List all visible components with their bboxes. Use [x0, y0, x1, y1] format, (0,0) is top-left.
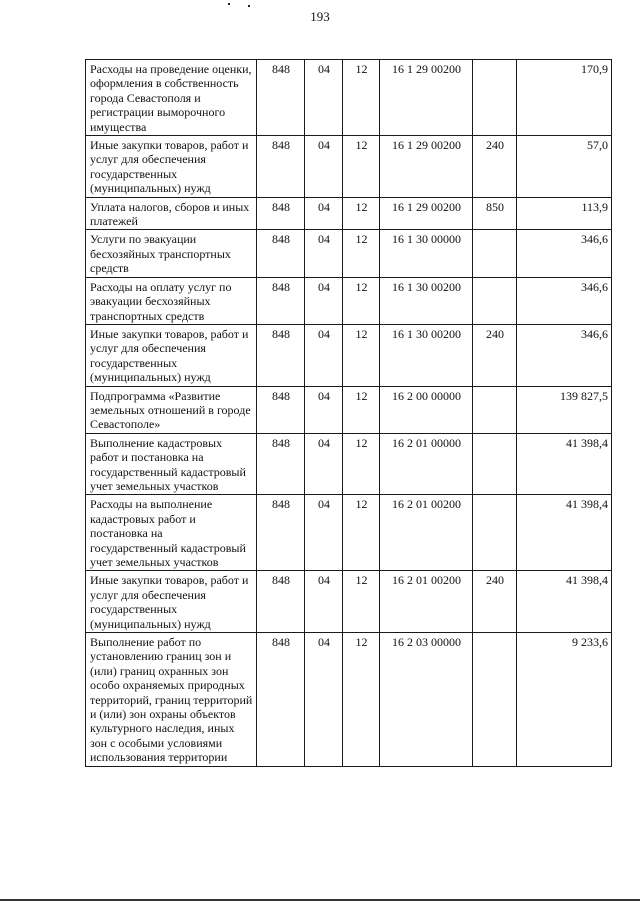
subsection-code-cell: 12 [343, 571, 380, 633]
section-code-cell: 04 [305, 324, 343, 386]
expense-type-cell: 240 [473, 324, 517, 386]
ministry-code-cell: 848 [257, 324, 305, 386]
ministry-code-cell: 848 [257, 571, 305, 633]
budget-table [85, 59, 612, 767]
expense-type-cell: 850 [473, 197, 517, 230]
subsection-code-cell: 12 [343, 433, 380, 495]
table-row [86, 230, 612, 277]
expense-type-cell: 240 [473, 571, 517, 633]
section-code-cell: 04 [305, 633, 343, 767]
table-row [86, 197, 612, 230]
page-number: 193 [310, 9, 330, 24]
table-row [86, 633, 612, 767]
section-code-cell: 04 [305, 277, 343, 324]
section-code-cell: 04 [305, 571, 343, 633]
ministry-code-cell: 848 [257, 386, 305, 433]
expense-type-cell [473, 386, 517, 433]
ministry-code-cell: 848 [257, 433, 305, 495]
table-row [86, 277, 612, 324]
subsection-code-cell: 12 [343, 136, 380, 198]
section-code-cell: 04 [305, 60, 343, 136]
target-article-cell: 16 1 30 00200 [380, 324, 473, 386]
subsection-code-cell: 12 [343, 324, 380, 386]
expense-type-cell [473, 277, 517, 324]
subsection-code-cell: 12 [343, 230, 380, 277]
amount-cell: 113,9 [517, 197, 612, 230]
ministry-code-cell: 848 [257, 136, 305, 198]
amount-cell: 346,6 [517, 324, 612, 386]
amount-cell: 139 827,5 [517, 386, 612, 433]
subsection-code-cell: 12 [343, 60, 380, 136]
expense-type-cell [473, 230, 517, 277]
table-row [86, 386, 612, 433]
ministry-code-cell: 848 [257, 495, 305, 571]
expense-name-cell: Выполнение работ по установлению границ зон и (или) границ охранных зон особо охраняемых природных территорий, границ территорий и (или) зон охраны объектов культурного наследия, иных зон с особыми условиями использования территории [86, 633, 257, 767]
section-code-cell: 04 [305, 136, 343, 198]
target-article-cell: 16 1 30 00200 [380, 277, 473, 324]
ministry-code-cell: 848 [257, 60, 305, 136]
subsection-code-cell: 12 [343, 277, 380, 324]
target-article-cell: 16 2 00 00000 [380, 386, 473, 433]
expense-name-cell: Расходы на выполнение кадастровых работ и постановка на государственный кадастровый учет земельных участков [86, 495, 257, 571]
section-code-cell: 04 [305, 230, 343, 277]
table-row [86, 433, 612, 495]
expense-name-cell: Иные закупки товаров, работ и услуг для обеспечения государственных (муниципальных) нужд [86, 136, 257, 198]
amount-cell: 170,9 [517, 60, 612, 136]
expense-type-cell [473, 433, 517, 495]
target-article-cell: 16 1 29 00200 [380, 197, 473, 230]
expense-type-cell [473, 60, 517, 136]
subsection-code-cell: 12 [343, 633, 380, 767]
table-row [86, 571, 612, 633]
table-row [86, 324, 612, 386]
subsection-code-cell: 12 [343, 197, 380, 230]
ministry-code-cell: 848 [257, 277, 305, 324]
scan-speck [228, 3, 230, 5]
expense-name-cell: Услуги по эвакуации бесхозяйных транспортных средств [86, 230, 257, 277]
target-article-cell: 16 1 29 00200 [380, 136, 473, 198]
section-code-cell: 04 [305, 495, 343, 571]
amount-cell: 9 233,6 [517, 633, 612, 767]
expense-name-cell: Подпрограмма «Развитие земельных отношений в городе Севастополе» [86, 386, 257, 433]
expense-name-cell: Расходы на оплату услуг по эвакуации бесхозяйных транспортных средств [86, 277, 257, 324]
section-code-cell: 04 [305, 197, 343, 230]
ministry-code-cell: 848 [257, 230, 305, 277]
table-body [86, 60, 612, 767]
expense-type-cell [473, 495, 517, 571]
target-article-cell: 16 2 03 00000 [380, 633, 473, 767]
target-article-cell: 16 1 29 00200 [380, 60, 473, 136]
expense-name-cell: Уплата налогов, сборов и иных платежей [86, 197, 257, 230]
ministry-code-cell: 848 [257, 197, 305, 230]
section-code-cell: 04 [305, 433, 343, 495]
target-article-cell: 16 2 01 00000 [380, 433, 473, 495]
amount-cell: 57,0 [517, 136, 612, 198]
amount-cell: 41 398,4 [517, 495, 612, 571]
amount-cell: 346,6 [517, 230, 612, 277]
subsection-code-cell: 12 [343, 386, 380, 433]
expense-name-cell: Выполнение кадастровых работ и постановка на государственный кадастровый учет земельных участков [86, 433, 257, 495]
target-article-cell: 16 2 01 00200 [380, 495, 473, 571]
scan-speck [248, 5, 250, 7]
table-row [86, 136, 612, 198]
ministry-code-cell: 848 [257, 633, 305, 767]
section-code-cell: 04 [305, 386, 343, 433]
table-row [86, 60, 612, 136]
expense-name-cell: Иные закупки товаров, работ и услуг для обеспечения государственных (муниципальных) нужд [86, 571, 257, 633]
expense-name-cell: Иные закупки товаров, работ и услуг для обеспечения государственных (муниципальных) нужд [86, 324, 257, 386]
amount-cell: 346,6 [517, 277, 612, 324]
expense-type-cell [473, 633, 517, 767]
amount-cell: 41 398,4 [517, 571, 612, 633]
scan-edge-line [0, 899, 640, 901]
target-article-cell: 16 1 30 00000 [380, 230, 473, 277]
subsection-code-cell: 12 [343, 495, 380, 571]
expense-type-cell: 240 [473, 136, 517, 198]
expense-name-cell: Расходы на проведение оценки, оформления в собственность города Севастополя и регистрации выморочного имущества [86, 60, 257, 136]
amount-cell: 41 398,4 [517, 433, 612, 495]
table-row [86, 495, 612, 571]
target-article-cell: 16 2 01 00200 [380, 571, 473, 633]
